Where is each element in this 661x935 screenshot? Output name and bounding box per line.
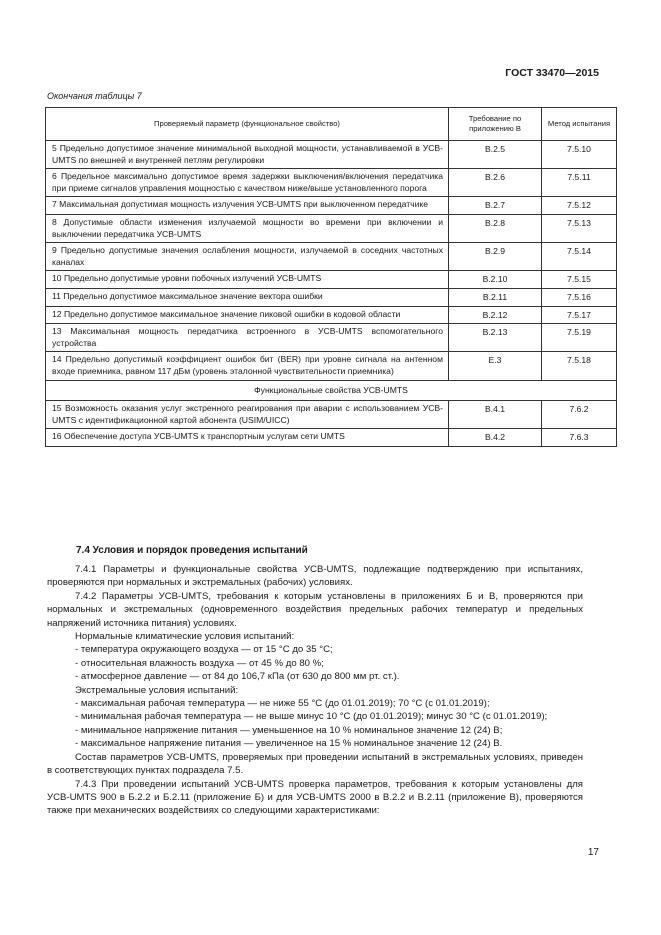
table-row: [46, 429, 617, 447]
row-requirement: B.2.7: [449, 197, 542, 215]
row-method: 7.5.14: [542, 243, 617, 271]
paragraph: Экстремальные условия испытаний:: [75, 684, 239, 696]
page-number: 17: [587, 847, 599, 858]
table-row: [46, 214, 617, 242]
row-method: 7.5.16: [542, 288, 617, 306]
row-method: 7.5.10: [542, 141, 617, 169]
list-item: - атмосферное давление — от 84 до 106,7 кПа (от 630 до 800 мм рт. ст.).: [75, 671, 400, 683]
table-row: [46, 169, 617, 197]
section-label: Функциональные свойства УСВ-UMTS: [46, 380, 617, 401]
list-item: - минимальная рабочая температура — не выше минус 10 °С (до 01.01.2019); минус 30 °С (с 01.01.2019);: [75, 711, 548, 723]
paragraph: 7.4.2 Параметры УСВ-UMTS, требования к которым установлены в приложениях Б и В, проверяются при нормальных и экстремальных (одновременного воздействия предельных рабочих температур и предельных напряжений источника питания) условиях.: [47, 590, 583, 629]
row-method: 7.5.17: [542, 306, 617, 324]
row-requirement: B.2.6: [449, 169, 542, 197]
row-method: 7.5.15: [542, 271, 617, 289]
table-row: [46, 352, 617, 380]
row-parameter: 15 Возможность оказания услуг экстренного реагирования при аварии с использованием УСВ-UMTS с идентификационной картой абонента (USIM/UICC): [46, 401, 449, 429]
list-item: - температура окружающего воздуха — от 15 °С до 35 °С;: [75, 644, 333, 656]
list-item: - минимальное напряжение питания — уменьшенное на 10 % номинальное значение 12 (24) В;: [75, 724, 503, 736]
header-method: Метод испытания: [542, 108, 617, 141]
paragraph: Нормальные климатические условия испытаний:: [75, 631, 295, 643]
list-item: - максимальная рабочая температура — не ниже 55 °С (до 01.01.2019); 70 °С (с 01.01.2019);: [75, 698, 490, 710]
row-parameter: 6 Предельное максимально допустимое время задержки выключения/включения передатчика при приеме сигналов управления мощностью с качеством ниже/выше установленного порога: [46, 169, 449, 197]
section-title: 7.4 Условия и порядок проведения испытаний: [76, 545, 308, 556]
paragraph: Состав параметров УСВ-UMTS, проверяемых при проведении испытаний в экстремальных условиях, приведен в соответствующих пунктах подраздела 7.5.: [47, 751, 583, 777]
row-method: 7.5.13: [542, 214, 617, 242]
row-parameter: 12 Предельно допустимое максимальное значение пиковой ошибки в кодовой области: [46, 306, 449, 324]
table-row: [46, 197, 617, 215]
header-parameter: Проверяемый параметр (функциональное свойство): [46, 108, 449, 141]
row-requirement: E.3: [449, 352, 542, 380]
header-requirement: Требование по приложению В: [449, 108, 542, 141]
row-requirement: B.2.11: [449, 288, 542, 306]
table-section-row: [46, 380, 617, 401]
row-requirement: B.2.9: [449, 243, 542, 271]
section-body: [47, 563, 583, 818]
paragraph: 7.4.3 При проведении испытаний УСВ-UMTS проверка параметров, требования к которым установлены для УСВ-UMTS 900 в Б.2.2 и Б.2.11 (приложение Б) и для УСВ-UMTS 2000 в В.2.2 и В.2.11 (приложение В), проверяются также при механических воздействиях со следующими характеристиками:: [47, 778, 583, 817]
row-parameter: 8 Допустимые области изменения излучаемой мощности во времени при включении и выключении передатчика УСВ-UMTS: [46, 214, 449, 242]
row-requirement: B.4.1: [449, 401, 542, 429]
row-method: 7.5.19: [542, 324, 617, 352]
table-caption: Окончания таблицы 7: [47, 91, 142, 101]
requirements-table: [45, 107, 617, 447]
table-row: [46, 243, 617, 271]
table-row: [46, 271, 617, 289]
table-row: [46, 288, 617, 306]
row-method: 7.5.11: [542, 169, 617, 197]
table-header-row: [46, 108, 617, 141]
row-requirement: B.2.8: [449, 214, 542, 242]
row-parameter: 7 Максимальная допустимая мощность излучения УСВ-UMTS при выключенном передатчике: [46, 197, 449, 215]
table-row: [46, 141, 617, 169]
row-requirement: B.4.2: [449, 429, 542, 447]
standard-code: ГОСТ 33470—2015: [505, 67, 599, 79]
paragraph: 7.4.1 Параметры и функциональные свойства УСВ-UMTS, подлежащие подтверждению при испытаниях, проверяются при нормальных и экстремальных (рабочих) условиях.: [47, 564, 583, 589]
row-method: 7.6.3: [542, 429, 617, 447]
row-parameter: 9 Предельно допустимые значения ослабления мощности, излучаемой в соседних частотных каналах: [46, 243, 449, 271]
row-requirement: B.2.5: [449, 141, 542, 169]
row-requirement: B.2.13: [449, 324, 542, 352]
row-requirement: B.2.10: [449, 271, 542, 289]
row-parameter: 16 Обеспечение доступа УСВ-UMTS к транспортным услугам сети UMTS: [46, 429, 449, 447]
row-parameter: 14 Предельно допустимый коэффициент ошибок бит (BER) при уровне сигнала на антенном входе приемника, равном 117 дБм (уровень эталонной чувствительности приемника): [46, 352, 449, 380]
row-parameter: 13 Максимальная мощность передатчика встроенного в УСВ-UMTS вспомогательного устройства: [46, 324, 449, 352]
row-method: 7.6.2: [542, 401, 617, 429]
row-parameter: 5 Предельно допустимое значение минимальной выходной мощности, устанавливаемой в УСВ-UMTS по внешней и внутренней петлям регулировки: [46, 141, 449, 169]
list-item: - относительная влажность воздуха — от 45 % до 80 %;: [75, 657, 324, 669]
table-row: [46, 324, 617, 352]
list-item: - максимальное напряжение питания — увеличенное на 15 % номинальное значение 12 (24) В.: [75, 738, 503, 750]
row-parameter: 10 Предельно допустимые уровни побочных излучений УСВ-UMTS: [46, 271, 449, 289]
row-method: 7.5.12: [542, 197, 617, 215]
row-requirement: B.2.12: [449, 306, 542, 324]
row-parameter: 11 Предельно допустимое максимальное значение вектора ошибки: [46, 288, 449, 306]
row-method: 7.5.18: [542, 352, 617, 380]
table-row: [46, 401, 617, 429]
table-row: [46, 306, 617, 324]
